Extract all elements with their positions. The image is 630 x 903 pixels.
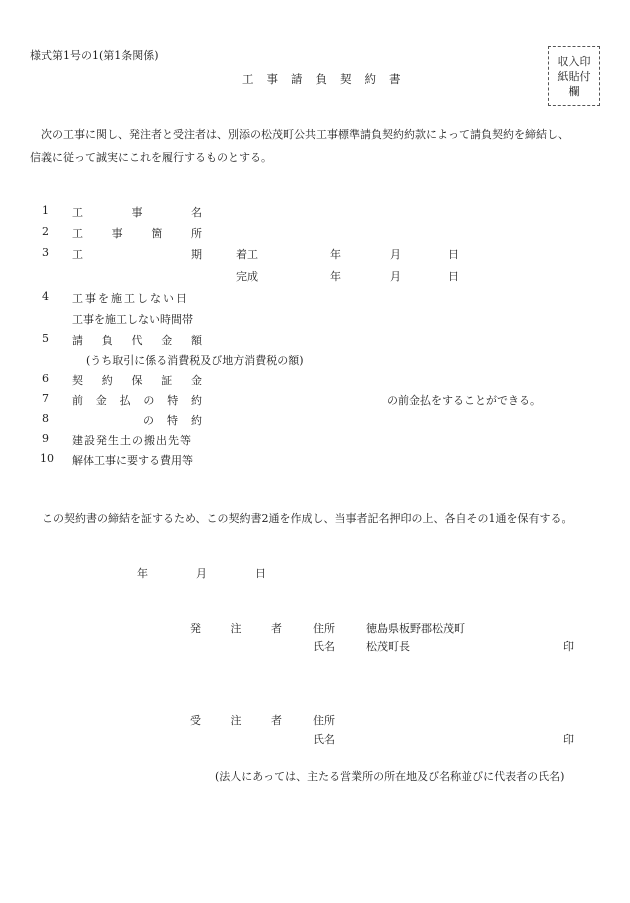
date-year: 年 <box>137 567 148 580</box>
item-label: 工 事 箇 所 <box>72 227 202 240</box>
intro-line-2: 信義に従って誠実にこれを履行するものとする。 <box>30 151 272 164</box>
orderer-address: 徳島県板野郡松茂町 <box>366 622 465 635</box>
item-row <box>0 290 630 310</box>
stamp-box-line-1: 収入印 <box>557 54 591 68</box>
item-number: 9 <box>42 432 49 445</box>
item-label: 工 期 <box>72 248 202 261</box>
item-row <box>0 372 630 392</box>
period-end-row <box>0 268 630 288</box>
item-number: 5 <box>42 332 49 345</box>
stamp-box-line-2: 紙貼付 <box>557 69 591 83</box>
item-label: 工事を施工しない時間帯 <box>72 313 193 326</box>
item-row <box>0 352 630 372</box>
item-number: 7 <box>42 392 49 405</box>
item-label: 建設発生土の搬出先等 <box>72 434 192 447</box>
period-start-month: 月 <box>390 248 401 261</box>
orderer-name: 松茂町長 <box>366 640 410 653</box>
item-number: 2 <box>42 225 49 238</box>
item-row <box>0 246 630 266</box>
item-row <box>0 432 630 452</box>
item-number: 4 <box>42 290 49 303</box>
date-day: 日 <box>255 567 266 580</box>
item-number: 10 <box>40 452 54 465</box>
item-row <box>0 412 630 432</box>
period-end-day: 日 <box>448 270 459 283</box>
contractor-seal: 印 <box>563 733 574 746</box>
item-row <box>0 311 630 331</box>
item-label: の 特 約 <box>143 414 202 427</box>
item-label: 契 約 保 証 金 <box>72 374 202 387</box>
item-row <box>0 392 630 412</box>
item-label: 解体工事に要する費用等 <box>72 454 193 467</box>
intro-paragraph <box>30 123 615 169</box>
item-row <box>0 452 630 472</box>
item-number: 8 <box>42 412 49 425</box>
advance-payment-note: の前金払をすることができる。 <box>387 394 541 407</box>
stamp-box-line-3: 欄 <box>568 84 580 98</box>
contractor-address-label: 住所 <box>313 714 335 727</box>
contractor-name-label: 氏名 <box>313 733 335 746</box>
item-number: 6 <box>42 372 49 385</box>
period-start-day: 日 <box>448 248 459 261</box>
item-row <box>0 225 630 245</box>
item-label: 前 金 払 の 特 約 <box>72 394 202 407</box>
item-label: (うち取引に係る消費税及び地方消費税の額) <box>86 354 304 367</box>
intro-line-1: 次の工事に関し、発注者と受注者は、別添の松茂町公共工事標準請負契約約款によって請負契約を締結し、 <box>41 128 569 141</box>
orderer-name-label: 氏名 <box>313 640 335 653</box>
period-end-year: 年 <box>330 270 341 283</box>
item-label: 工事を施工しない日 <box>72 292 189 305</box>
revenue-stamp-box <box>548 46 600 106</box>
item-row <box>0 332 630 352</box>
orderer-role: 発 注 者 <box>190 622 282 635</box>
footnote: (法人にあっては、主たる営業所の所在地及び名称並びに代表者の氏名) <box>215 770 565 783</box>
item-label: 請 負 代 金 額 <box>72 334 202 347</box>
date-month: 月 <box>196 567 207 580</box>
item-label: 工 事 名 <box>72 206 202 219</box>
item-row <box>0 204 630 224</box>
item-number: 3 <box>42 246 49 259</box>
period-end-label: 完成 <box>236 270 258 283</box>
period-end-month: 月 <box>390 270 401 283</box>
orderer-seal: 印 <box>563 640 574 653</box>
item-number: 1 <box>42 204 49 217</box>
period-start-year: 年 <box>330 248 341 261</box>
orderer-address-label: 住所 <box>313 622 335 635</box>
contractor-role: 受 注 者 <box>190 714 282 727</box>
period-start-label: 着工 <box>236 248 258 261</box>
form-id: 様式第1号の1(第1条関係) <box>30 49 159 62</box>
document-title: 工事請負契約書 <box>242 72 414 86</box>
closing-statement: この契約書の締結を証するため、この契約書2通を作成し、当事者記名押印の上、各自その1通を保有する。 <box>42 512 573 525</box>
